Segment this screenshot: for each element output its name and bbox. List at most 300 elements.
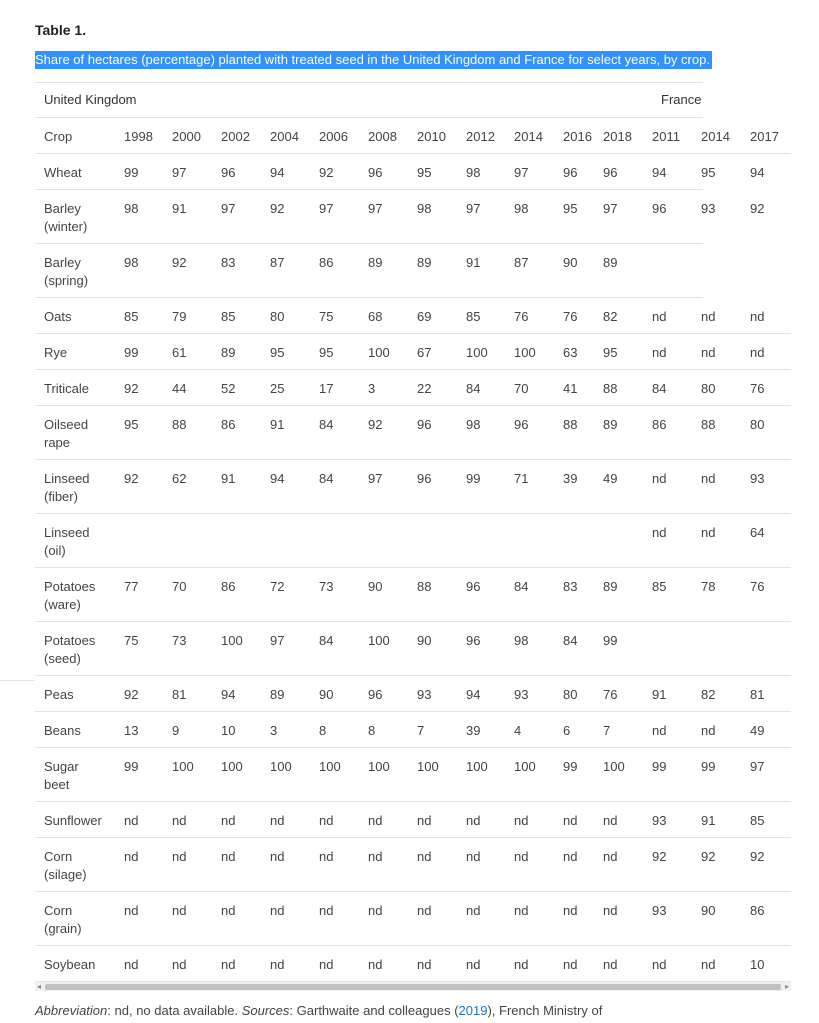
table-cell: 91 [466, 255, 481, 270]
crop-name [44, 686, 116, 704]
table-cell: 76 [750, 579, 765, 594]
header-year: 2018 [603, 129, 632, 144]
table-cell: 94 [270, 165, 285, 180]
table-cell: nd [221, 957, 236, 972]
table-cell: 92 [319, 165, 334, 180]
table-cell: 99 [466, 471, 481, 486]
table-cell: 92 [368, 417, 383, 432]
table-cell: 96 [221, 165, 236, 180]
table-cell: nd [514, 813, 529, 828]
table-cell: 100 [368, 633, 390, 648]
table-row [35, 838, 791, 892]
table-cell: 99 [124, 165, 139, 180]
table-cell: 92 [652, 849, 667, 864]
crop-name [44, 722, 116, 740]
table-cell: nd [652, 309, 667, 324]
table-cell: 95 [124, 417, 139, 432]
crop-name [44, 164, 116, 182]
header-year: 2004 [270, 129, 299, 144]
table-cell: 91 [172, 201, 187, 216]
sources-label: Sources [241, 1003, 290, 1018]
table-cell: nd [514, 903, 529, 918]
table-cell: 39 [563, 471, 578, 486]
table-cell: 89 [603, 579, 618, 594]
table-cell: 98 [466, 417, 481, 432]
table-cell: 96 [368, 687, 383, 702]
table-cell: 88 [563, 417, 578, 432]
table-cell: 90 [417, 633, 432, 648]
table-cell: 93 [652, 903, 667, 918]
table-cell: 100 [514, 345, 536, 360]
table-cell: 7 [603, 723, 611, 738]
header-year: 2006 [319, 129, 348, 144]
header-crop: Crop [44, 129, 73, 144]
table-cell: nd [368, 957, 383, 972]
table-cell: 52 [221, 381, 236, 396]
table-cell: 3 [368, 381, 376, 396]
table-cell: 84 [563, 633, 578, 648]
table-cell: 93 [514, 687, 529, 702]
divider [0, 680, 35, 681]
table-cell: nd [319, 849, 334, 864]
table-cell: 97 [368, 471, 383, 486]
table-cell: nd [514, 849, 529, 864]
table-cell: nd [701, 723, 716, 738]
table-cell: nd [652, 471, 667, 486]
table-cell: 85 [466, 309, 481, 324]
table-cell: 100 [221, 759, 243, 774]
table-cell: 90 [319, 687, 334, 702]
table-cell: 39 [466, 723, 481, 738]
table-cell: 68 [368, 309, 383, 324]
table-cell: 84 [319, 633, 334, 648]
crop-name [44, 200, 116, 236]
abbreviation-label: Abbreviation [35, 1003, 108, 1018]
table-cell: 96 [466, 633, 481, 648]
table-cell: nd [172, 813, 187, 828]
table-cell: 100 [368, 345, 390, 360]
header-year: 2010 [417, 129, 446, 144]
table-cell: 89 [270, 687, 285, 702]
table-cell: 95 [270, 345, 285, 360]
table-row [35, 154, 765, 190]
table-cell: 84 [466, 381, 481, 396]
table-cell: nd [603, 849, 618, 864]
table-row [35, 802, 791, 838]
table-cell: 100 [221, 633, 243, 648]
table-cell: 89 [368, 255, 383, 270]
crop-name [44, 578, 116, 614]
table-cell: 87 [514, 255, 529, 270]
table-cell: 82 [603, 309, 618, 324]
header-year: 1998 [124, 129, 153, 144]
group-france: France [661, 92, 702, 107]
table-row [35, 460, 791, 514]
table-row [35, 712, 791, 748]
table-cell: 95 [417, 165, 432, 180]
table-cell: 70 [514, 381, 529, 396]
header-year: 2002 [221, 129, 250, 144]
crop-name-line: (fiber) [44, 489, 78, 504]
table-cell: 86 [750, 903, 765, 918]
table-cell: nd [652, 345, 667, 360]
crop-name-line: (grain) [44, 921, 82, 936]
table-cell: nd [417, 903, 432, 918]
table-cell: 91 [221, 471, 236, 486]
crop-name-line: Oilseed [44, 417, 89, 432]
table-cell: 98 [514, 633, 529, 648]
table-cell: 92 [172, 255, 187, 270]
table-cell: 97 [368, 201, 383, 216]
table-cell: 17 [319, 381, 334, 396]
table-cell: 93 [652, 813, 667, 828]
table-cell: 76 [750, 381, 765, 396]
table-cell: nd [652, 957, 667, 972]
citation-link[interactable]: 2019 [458, 1003, 488, 1018]
table-cell: nd [701, 957, 716, 972]
crop-name-line: Corn [44, 903, 73, 918]
table-cell: 80 [270, 309, 285, 324]
table-cell: 89 [603, 255, 618, 270]
table-cell: nd [563, 903, 578, 918]
table-cell: 94 [750, 165, 765, 180]
abbreviation-text: : nd, no data available. [107, 1003, 242, 1018]
table-cell: nd [221, 813, 236, 828]
table-cell: 49 [750, 723, 765, 738]
table-cell: 4 [514, 723, 522, 738]
table-cell: 88 [603, 381, 618, 396]
crop-name-line: (winter) [44, 219, 88, 234]
data-table [35, 82, 791, 982]
crop-name-line: Beans [44, 723, 81, 738]
table-cell: 99 [124, 345, 139, 360]
table-cell: nd [319, 813, 334, 828]
table-cell: nd [466, 903, 481, 918]
header-year: 2014 [701, 129, 730, 144]
crop-name-line: Potatoes [44, 579, 96, 594]
table-cell: nd [563, 849, 578, 864]
crop-name-line: Barley [44, 201, 81, 216]
table-cell: 96 [466, 579, 481, 594]
table-cell: nd [172, 849, 187, 864]
crop-name-line: Sugar [44, 759, 79, 774]
table-cell: 73 [319, 579, 334, 594]
table-cell: nd [368, 903, 383, 918]
table-cell: nd [270, 813, 285, 828]
header-year: 2014 [514, 129, 543, 144]
table-cell: 78 [701, 579, 716, 594]
table-cell: nd [701, 525, 716, 540]
table-row [35, 298, 791, 334]
table-cell: 85 [652, 579, 667, 594]
crop-name-line: Soybean [44, 957, 96, 972]
table-cell: 92 [701, 849, 716, 864]
table-cell: nd [417, 813, 432, 828]
table-cell: nd [124, 849, 139, 864]
table-cell: 89 [603, 417, 618, 432]
table-cell: 86 [221, 579, 236, 594]
table-cell: 81 [750, 687, 765, 702]
table-cell: nd [466, 813, 481, 828]
table-cell: 73 [172, 633, 187, 648]
table-cell: 41 [563, 381, 578, 396]
table-cell: 99 [652, 759, 667, 774]
table-cell: 61 [172, 345, 187, 360]
table-cell: nd [368, 849, 383, 864]
table-cell: 84 [514, 579, 529, 594]
crop-name [44, 254, 116, 290]
crop-name-line: Triticale [44, 381, 90, 396]
table-cell: 80 [701, 381, 716, 396]
scroll-right-arrow-icon[interactable]: ▸ [784, 982, 789, 991]
table-row [35, 892, 791, 946]
table-cell: 44 [172, 381, 187, 396]
crop-name-line: (ware) [44, 597, 81, 612]
table-cell: 7 [417, 723, 425, 738]
table-cell: 98 [417, 201, 432, 216]
table-cell: 64 [750, 525, 765, 540]
table-cell: nd [701, 345, 716, 360]
table-cell: 80 [750, 417, 765, 432]
crop-name [44, 758, 116, 794]
table-cell: nd [603, 957, 618, 972]
table-label: Table 1. [35, 22, 87, 38]
table-cell: 77 [124, 579, 139, 594]
table-cell: nd [221, 903, 236, 918]
table-cell: 97 [603, 201, 618, 216]
table-cell: 49 [603, 471, 618, 486]
table-cell: 10 [221, 723, 236, 738]
crop-name-line: Oats [44, 309, 72, 324]
crop-name-line: (oil) [44, 543, 66, 558]
header-year: 2017 [750, 129, 779, 144]
table-cell: nd [701, 309, 716, 324]
table-row [35, 514, 791, 568]
table-cell: 72 [270, 579, 285, 594]
crop-name-line: (seed) [44, 651, 81, 666]
table-cell: 84 [652, 381, 667, 396]
table-cell: 90 [563, 255, 578, 270]
table-cell: 98 [514, 201, 529, 216]
table-cell: nd [514, 957, 529, 972]
table-cell: 75 [319, 309, 334, 324]
crop-name [44, 470, 116, 506]
table-cell: 80 [563, 687, 578, 702]
crop-name-line: Wheat [44, 165, 82, 180]
crop-name [44, 812, 116, 830]
table-cell: nd [750, 309, 765, 324]
horizontal-scrollbar[interactable] [35, 981, 791, 991]
sources-after-text: ), French Ministry of [487, 1003, 603, 1018]
table-cell: 99 [701, 759, 716, 774]
table-cell: nd [368, 813, 383, 828]
crop-name [44, 956, 116, 974]
table-cell: nd [319, 957, 334, 972]
group-header-row [35, 82, 703, 118]
table-cell: 76 [514, 309, 529, 324]
table-cell: nd [603, 813, 618, 828]
crop-name-line: Sunflower [44, 813, 102, 828]
table-cell: 99 [563, 759, 578, 774]
crop-name [44, 524, 116, 560]
table-cell: nd [221, 849, 236, 864]
table-cell: 97 [514, 165, 529, 180]
table-cell: nd [563, 813, 578, 828]
table-cell: 92 [124, 471, 139, 486]
table-cell: 95 [603, 345, 618, 360]
table-cell: 10 [750, 957, 765, 972]
table-cell: 97 [172, 165, 187, 180]
table-cell: 100 [368, 759, 390, 774]
table-cell: 90 [701, 903, 716, 918]
table-cell: 63 [563, 345, 578, 360]
table-cell: 71 [514, 471, 529, 486]
table-row [35, 244, 703, 298]
crop-name [44, 416, 116, 452]
header-year: 2016 [563, 129, 592, 144]
table-cell: nd [701, 471, 716, 486]
table-cell: 95 [563, 201, 578, 216]
table-cell: 89 [417, 255, 432, 270]
table-cell: 88 [701, 417, 716, 432]
crop-name-line: Linseed [44, 471, 90, 486]
table-cell: 86 [319, 255, 334, 270]
scrollbar-thumb[interactable] [45, 984, 781, 990]
table-cell: 92 [124, 687, 139, 702]
table-cell: 98 [124, 201, 139, 216]
table-body [35, 118, 791, 982]
crop-name [44, 308, 116, 326]
header-year: 2008 [368, 129, 397, 144]
table-cell: 6 [563, 723, 571, 738]
table-cell: 96 [417, 471, 432, 486]
crop-name-line: (spring) [44, 273, 89, 288]
table-cell: nd [270, 849, 285, 864]
table-cell: 3 [270, 723, 278, 738]
table-row [35, 370, 791, 406]
table-cell: 100 [603, 759, 625, 774]
table-cell: 93 [750, 471, 765, 486]
sources-text: : Garthwaite and colleagues ( [289, 1003, 459, 1018]
group-united-kingdom: United Kingdom [44, 92, 137, 107]
table-cell: nd [417, 957, 432, 972]
table-cell: 91 [701, 813, 716, 828]
table-cell: 100 [172, 759, 194, 774]
table-cell: nd [466, 957, 481, 972]
table-cell: 90 [368, 579, 383, 594]
table-cell: 99 [603, 633, 618, 648]
table-cell: 94 [221, 687, 236, 702]
table-cell: 84 [319, 417, 334, 432]
table-cell: 100 [417, 759, 439, 774]
table-cell: 97 [221, 201, 236, 216]
table-cell: nd [603, 903, 618, 918]
table-row [35, 748, 791, 802]
crop-name [44, 632, 116, 668]
table-cell: 85 [221, 309, 236, 324]
table-cell: 88 [417, 579, 432, 594]
crop-name-line: Corn [44, 849, 73, 864]
table-cell: 98 [466, 165, 481, 180]
footnote [35, 1003, 602, 1018]
table-row [35, 568, 791, 622]
crop-name-line: Linseed [44, 525, 90, 540]
table-cell: 8 [368, 723, 376, 738]
table-row [35, 946, 791, 982]
header-year: 2011 [652, 129, 680, 144]
table-cell: nd [172, 957, 187, 972]
table-cell: 100 [319, 759, 341, 774]
table-cell: nd [750, 345, 765, 360]
crop-name-line: beet [44, 777, 70, 792]
crop-name-line: (silage) [44, 867, 87, 882]
table-cell: 96 [603, 165, 618, 180]
scroll-left-arrow-icon[interactable]: ◂ [37, 982, 42, 991]
crop-name [44, 380, 116, 398]
crop-name-line: Rye [44, 345, 68, 360]
table-cell: nd [417, 849, 432, 864]
crop-name-line: rape [44, 435, 71, 450]
table-cell: 91 [652, 687, 667, 702]
table-cell: nd [172, 903, 187, 918]
table-cell: 92 [750, 201, 765, 216]
table-cell: 85 [750, 813, 765, 828]
table-cell: nd [124, 957, 139, 972]
table-cell: 9 [172, 723, 180, 738]
crop-name [44, 344, 116, 362]
table-cell: nd [563, 957, 578, 972]
table-cell: 88 [172, 417, 187, 432]
table-caption-selected[interactable]: Share of hectares (percentage) planted with treated seed in the United Kingdom and France for select years, by crop. [35, 52, 710, 67]
table-cell: 96 [368, 165, 383, 180]
table-cell: 25 [270, 381, 285, 396]
table-cell: 87 [270, 255, 285, 270]
table-cell: 75 [124, 633, 139, 648]
table-cell: 94 [466, 687, 481, 702]
table-cell: 99 [124, 759, 139, 774]
crop-name-line: Potatoes [44, 633, 96, 648]
table-cell: nd [124, 813, 139, 828]
table-cell: 13 [124, 723, 139, 738]
table-cell: 83 [221, 255, 236, 270]
crop-name [44, 902, 116, 938]
table-cell: 83 [563, 579, 578, 594]
table-cell: 89 [221, 345, 236, 360]
table-row [35, 622, 791, 676]
table-cell: 100 [270, 759, 292, 774]
table-cell: 92 [750, 849, 765, 864]
table-cell: 100 [466, 759, 488, 774]
table-cell: 96 [514, 417, 529, 432]
table-cell: 81 [172, 687, 187, 702]
crop-name-line: Peas [44, 687, 74, 702]
table-cell: 95 [701, 165, 716, 180]
table-cell: 97 [270, 633, 285, 648]
table-cell: 67 [417, 345, 432, 360]
table-cell: 70 [172, 579, 187, 594]
table-cell: 98 [124, 255, 139, 270]
table-cell: 92 [270, 201, 285, 216]
table-cell: 86 [652, 417, 667, 432]
table-cell: 97 [319, 201, 334, 216]
table-cell: 82 [701, 687, 716, 702]
table-cell: 100 [514, 759, 536, 774]
table-cell: 93 [701, 201, 716, 216]
table-cell: nd [466, 849, 481, 864]
table-cell: 84 [319, 471, 334, 486]
table-cell: 94 [270, 471, 285, 486]
table-cell: 97 [750, 759, 765, 774]
